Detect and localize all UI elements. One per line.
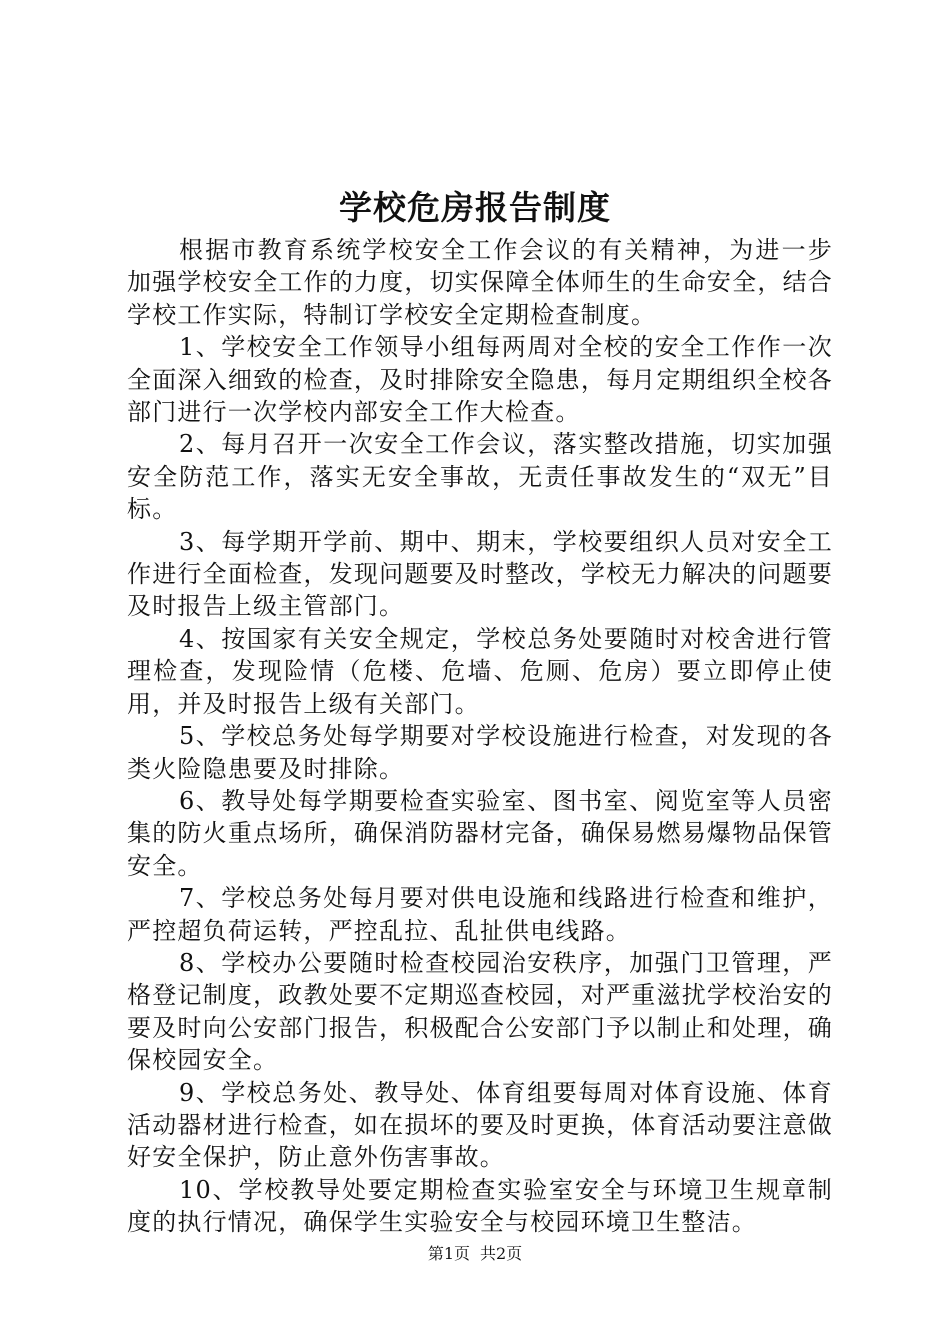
rule-paragraph-8: 8、学校办公要随时检查校园治安秩序，加强门卫管理，严格登记制度，政教处要不定期巡查校园，对严重滋扰学校治安的要及时向公安部门报告，积极配合公安部门予以制止和处理，确保校园安全。 bbox=[127, 948, 833, 1075]
rule-paragraph-7: 7、学校总务处每月要对供电设施和线路进行检查和维护，严控超负荷运转，严控乱拉、乱扯供电线路。 bbox=[127, 884, 833, 945]
page-footer bbox=[0, 1244, 950, 1264]
rule-paragraph-10: 10、学校教导处要定期检查实验室安全与环境卫生规章制度的执行情况，确保学生实验安全与校园环境卫生整洁。 bbox=[127, 1175, 833, 1237]
rule-paragraph-2: 2、每月召开一次安全工作会议，落实整改措施，切实加强安全防范工作，落实无安全事故，无责任事故发生的“双无”目标。 bbox=[127, 430, 833, 524]
rule-paragraph-1: 1、学校安全工作领导小组每两周对全校的安全工作作一次全面深入细致的检查，及时排除安全隐患，每月定期组织全校各部门进行一次学校内部安全工作大检查。 bbox=[127, 333, 833, 427]
rule-paragraph-5: 5、学校总务处每学期要对学校设施进行检查，对发现的各类火险隐患要及时排除。 bbox=[127, 722, 833, 783]
page-count: 共2页 bbox=[480, 1244, 523, 1263]
document-body bbox=[127, 234, 833, 1239]
intro-paragraph: 根据市教育系统学校安全工作会议的有关精神，为进一步加强学校安全工作的力度，切实保障全体师生的生命安全，结合学校工作实际，特制订学校安全定期检查制度。 bbox=[127, 236, 833, 329]
rule-paragraph-4: 4、按国家有关安全规定，学校总务处要随时对校舍进行管理检查，发现险情（危楼、危墙、危厕、危房）要立即停止使用，并及时报告上级有关部门。 bbox=[127, 624, 833, 718]
rule-paragraph-6: 6、教导处每学期要检查实验室、图书室、阅览室等人员密集的防火重点场所，确保消防器材完备，确保易燃易爆物品保管安全。 bbox=[127, 786, 833, 880]
rule-paragraph-3: 3、每学期开学前、期中、期末，学校要组织人员对安全工作进行全面检查，发现问题要及时整改，学校无力解决的问题要及时报告上级主管部门。 bbox=[127, 527, 833, 621]
document-title: 学校危房报告制度 bbox=[339, 188, 611, 227]
rule-paragraph-9: 9、学校总务处、教导处、体育组要每周对体育设施、体育活动器材进行检查，如在损坏的要及时更换，体育活动要注意做好安全保护，防止意外伤害事故。 bbox=[127, 1078, 833, 1172]
page-number: 第1页 bbox=[427, 1244, 470, 1263]
